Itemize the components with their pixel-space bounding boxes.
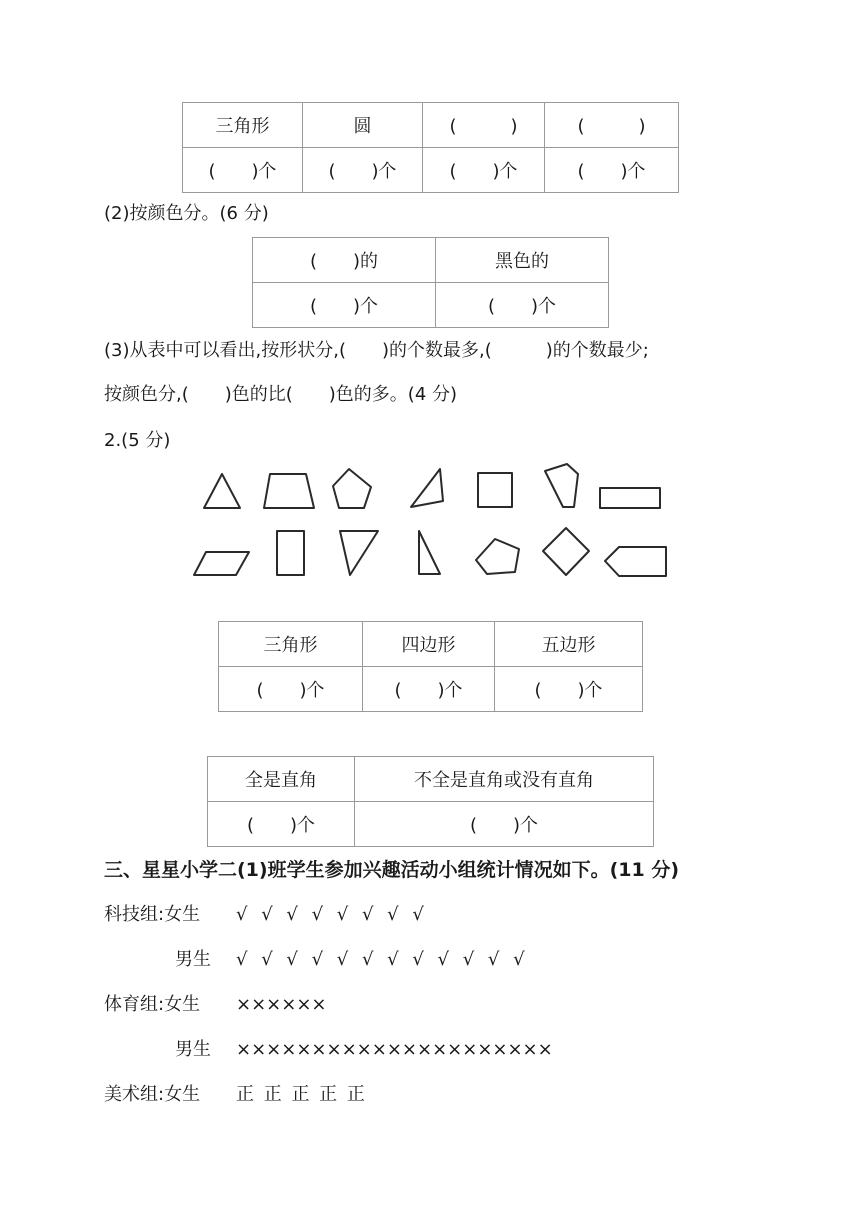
pentagon-shape (333, 469, 371, 508)
triangle-shape (340, 531, 378, 575)
table-cell: ( )个 (423, 148, 545, 193)
parallelogram-shape (194, 552, 249, 575)
table-cell: ( )的 (253, 238, 436, 283)
section-3-heading: 三、星星小学二(1)班学生参加兴趣活动小组统计情况如下。(11 分) (104, 859, 680, 881)
shapes-row-2 (194, 528, 666, 576)
square-shape (543, 528, 589, 575)
table-cell: 黑色的 (436, 238, 609, 283)
question-2-label: 2.(5 分) (104, 430, 171, 451)
question-1-2-text: (2)按颜色分。(6 分) (104, 203, 269, 224)
table-cell: ( )个 (355, 802, 654, 847)
group-label: 体育组:女生 (104, 994, 201, 1015)
triangle-shape (204, 474, 240, 508)
rectangle-shape (277, 531, 304, 575)
table-cell: ( )个 (436, 283, 609, 328)
pentagon-shape (605, 547, 666, 576)
tally-marks: 正 正 正 正 正 (236, 1084, 367, 1105)
tally-marks: ××××××××××××××××××××× (236, 1039, 553, 1060)
table-cell: 三角形 (219, 622, 363, 667)
tally-marks: ×××××× (236, 994, 327, 1015)
trapezoid-shape (264, 474, 314, 508)
table-cell: 三角形 (183, 103, 303, 148)
table-cell: ( )个 (208, 802, 355, 847)
rectangle-shape (600, 488, 660, 508)
table-cell: 全是直角 (208, 757, 355, 802)
tally-marks: √ √ √ √ √ √ √ √ √ √ √ √ (236, 949, 529, 970)
square-shape (478, 473, 512, 507)
table-cell: 圆 (303, 103, 423, 148)
question-1-3-line2: 按颜色分,( )色的比( )色的多。(4 分) (104, 384, 458, 405)
right-angle-table (207, 756, 654, 847)
group-label: 男生 (175, 1039, 211, 1060)
group-label: 男生 (175, 949, 211, 970)
polygon-type-table (218, 621, 643, 712)
table-cell: 四边形 (363, 622, 495, 667)
right-triangle-shape (419, 531, 440, 574)
table-cell: ( )个 (219, 667, 363, 712)
table-cell: ( )个 (253, 283, 436, 328)
triangle-shape (411, 469, 443, 507)
table-cell: ( )个 (545, 148, 679, 193)
group-label: 科技组:女生 (104, 904, 201, 925)
pentagon-shape (476, 539, 519, 574)
table-cell: ( )个 (495, 667, 643, 712)
table-cell: ( )个 (303, 148, 423, 193)
shapes-figure (0, 0, 860, 600)
table-cell: ( )个 (363, 667, 495, 712)
table-cell: 五边形 (495, 622, 643, 667)
table-cell: ( ) (423, 103, 545, 148)
table-cell: 不全是直角或没有直角 (355, 757, 654, 802)
group-label: 美术组:女生 (104, 1084, 201, 1105)
tally-marks: √ √ √ √ √ √ √ √ (236, 904, 428, 925)
table-cell: ( ) (545, 103, 679, 148)
question-1-3-line1: (3)从表中可以看出,按形状分,( )的个数最多,( )的个数最少; (104, 340, 649, 361)
table-cell: ( )个 (183, 148, 303, 193)
pentagon-shape (545, 464, 578, 507)
shapes-row-1 (204, 464, 660, 508)
